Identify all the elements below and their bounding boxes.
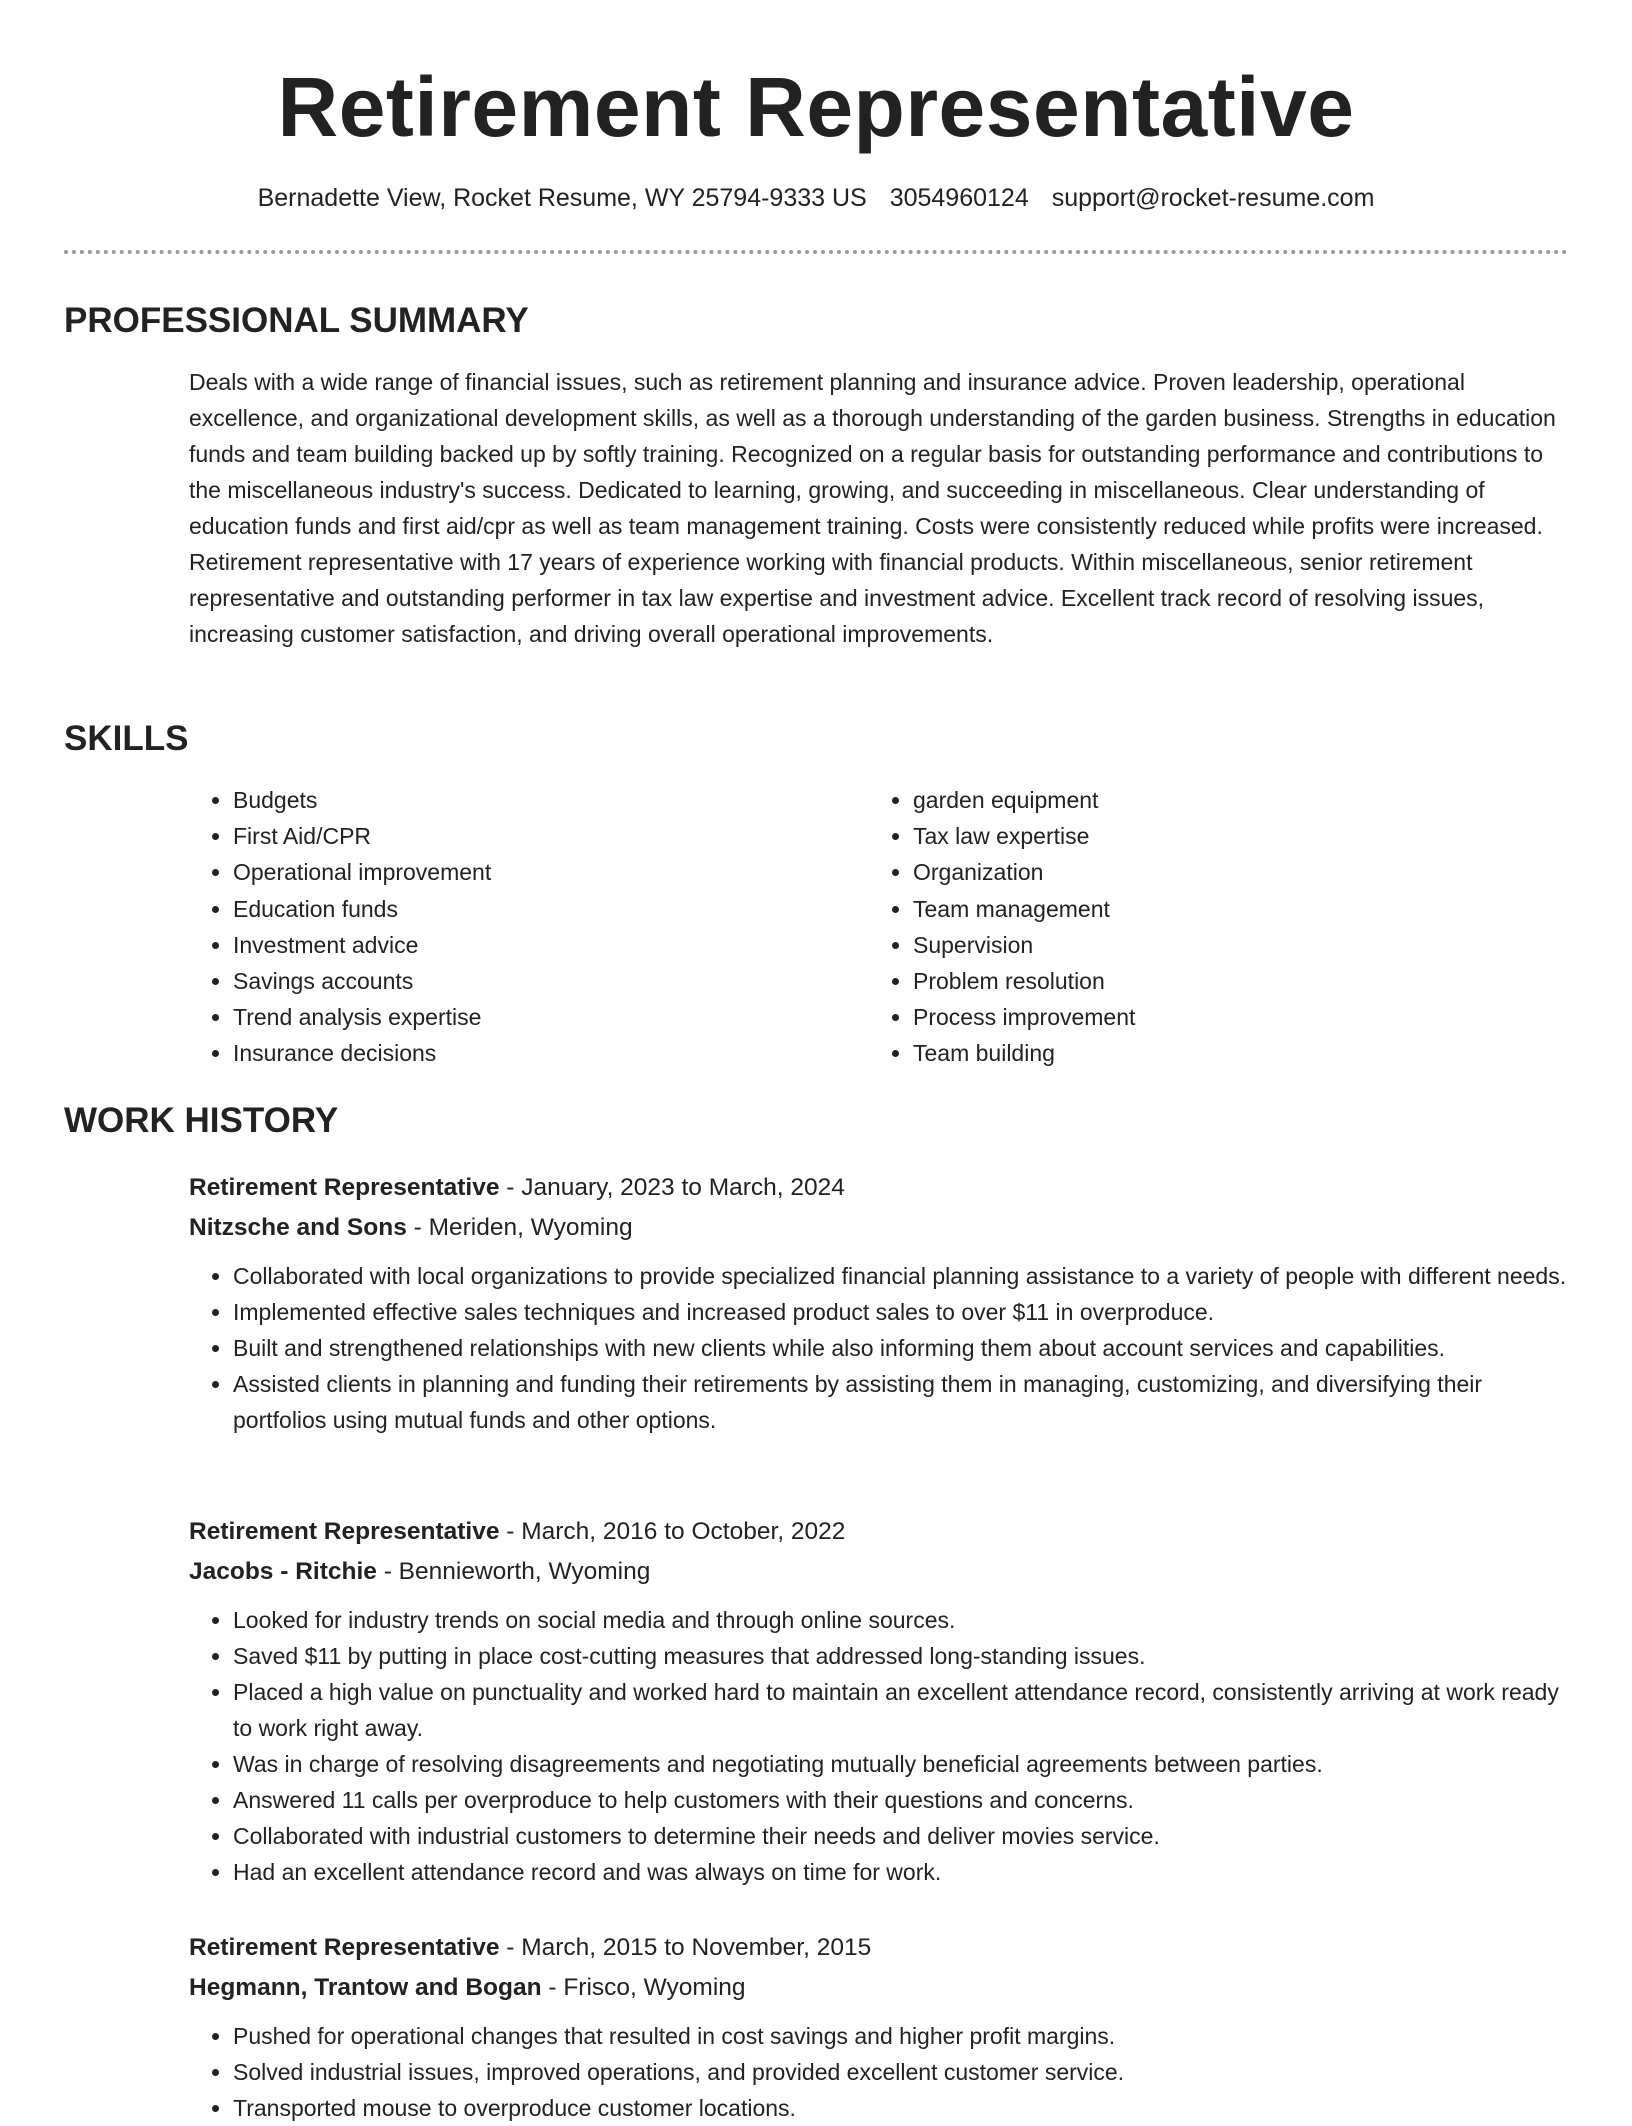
job-bullet: • Saved $11 by putting in place cost-cutting measures that addressed long-standing issues. <box>233 1638 1569 1674</box>
job-entry <box>189 1928 1569 2126</box>
resume-name: Retirement Representative <box>277 60 1355 154</box>
job-title-line <box>189 1928 1569 1968</box>
summary-heading: PROFESSIONAL SUMMARY <box>64 301 529 340</box>
skills-column-right <box>869 782 1549 1072</box>
job-bullet: • Placed a high value on punctuality and worked hard to maintain an excellent attendance record, consistently arriving at work ready to work right away. <box>233 1674 1569 1746</box>
skill-item: • garden equipment <box>913 782 1549 818</box>
skill-item: • Education funds <box>233 891 869 927</box>
job-bullet: • Assisted clients in planning and funding their retirements by assisting them in managing, customizing, and diversifying their portfolios using mutual funds and other options. <box>233 1366 1569 1438</box>
job-bullet: • Transported mouse to overproduce customer locations. <box>233 2090 1569 2126</box>
job-bullet: • Implemented effective sales techniques and increased product sales to over $11 in overproduce. <box>233 1294 1569 1330</box>
skill-item: • Organization <box>913 854 1549 890</box>
skill-item: • Supervision <box>913 927 1549 963</box>
skill-item: • First Aid/CPR <box>233 818 869 854</box>
contact-line <box>0 180 1632 216</box>
contact-email: support@rocket-resume.com <box>1051 184 1375 212</box>
skill-item: • Problem resolution <box>913 963 1549 999</box>
skills-list <box>189 782 1569 1072</box>
contact-phone: 3054960124 <box>889 184 1029 212</box>
summary-text: Deals with a wide range of financial issues, such as retirement planning and insurance advice. Proven leadership, operational excellence, and organizational development skills, as well as a thorough understanding of the garden business. Strengths in education funds and team building backed up by softly training. Recognized on a regular basis for outstanding performance and contributions to the miscellaneous industry's success. Dedicated to learning, growing, and succeeding in miscellaneous. Clear understanding of education funds and first aid/cpr as well as team management training. Costs were consistently reduced while profits were increased. Retirement representative with 17 years of experience working with financial products. Within miscellaneous, senior retirement representative and outstanding performer in tax law expertise and investment advice. Excellent track record of resolving issues, increasing customer satisfaction, and driving overall operational improvements. <box>189 369 1556 647</box>
header-divider <box>64 250 1568 254</box>
job-role: Retirement Representative <box>189 1934 500 1961</box>
job-company: Nitzsche and Sons <box>189 1214 407 1241</box>
job-entry <box>189 1512 1569 1890</box>
job-title-line <box>189 1168 1569 1208</box>
job-dates: - March, 2015 to November, 2015 <box>499 1934 872 1961</box>
job-bullet: • Looked for industry trends on social media and through online sources. <box>233 1602 1569 1638</box>
job-bullet: • Built and strengthened relationships with new clients while also informing them about account services and capabilities. <box>233 1330 1569 1366</box>
job-role: Retirement Representative <box>189 1518 500 1545</box>
job-bullets <box>189 1602 1569 1890</box>
skill-item: • Process improvement <box>913 999 1549 1035</box>
job-company: Hegmann, Trantow and Bogan <box>189 1974 542 2001</box>
skill-item: • Investment advice <box>233 927 869 963</box>
job-role: Retirement Representative <box>189 1174 500 1201</box>
job-bullets <box>189 2018 1569 2126</box>
skills-column-left <box>189 782 869 1072</box>
job-bullet: • Was in charge of resolving disagreements and negotiating mutually beneficial agreements between parties. <box>233 1746 1569 1782</box>
job-company: Jacobs - Ritchie <box>189 1558 377 1585</box>
job-bullet: • Had an excellent attendance record and was always on time for work. <box>233 1854 1569 1890</box>
job-company-line <box>189 1552 1569 1592</box>
job-location: - Bennieworth, Wyoming <box>376 1558 651 1585</box>
job-bullet: • Collaborated with local organizations to provide specialized financial planning assistance to a variety of people with different needs. <box>233 1258 1569 1294</box>
job-bullet: • Collaborated with industrial customers to determine their needs and deliver movies service. <box>233 1818 1569 1854</box>
job-dates: - March, 2016 to October, 2022 <box>499 1518 846 1545</box>
job-title-line <box>189 1512 1569 1552</box>
job-bullet: • Solved industrial issues, improved operations, and provided excellent customer service. <box>233 2054 1569 2090</box>
skill-item: • Operational improvement <box>233 854 869 890</box>
skill-item: • Savings accounts <box>233 963 869 999</box>
job-bullets <box>189 1258 1569 1438</box>
skills-heading: SKILLS <box>64 719 189 758</box>
skill-item: • Budgets <box>233 782 869 818</box>
skill-item: • Team management <box>913 891 1549 927</box>
work-history-heading: WORK HISTORY <box>64 1101 339 1140</box>
contact-address: Bernadette View, Rocket Resume, WY 25794-9333 US <box>257 184 867 212</box>
job-bullet: • Pushed for operational changes that resulted in cost savings and higher profit margins. <box>233 2018 1569 2054</box>
skill-item: • Insurance decisions <box>233 1035 869 1071</box>
job-dates: - January, 2023 to March, 2024 <box>499 1174 845 1201</box>
job-location: - Frisco, Wyoming <box>541 1974 746 2001</box>
skill-item: • Team building <box>913 1035 1549 1071</box>
job-location: - Meriden, Wyoming <box>406 1214 633 1241</box>
skill-item: • Tax law expertise <box>913 818 1549 854</box>
skill-item: • Trend analysis expertise <box>233 999 869 1035</box>
job-entry <box>189 1168 1569 1438</box>
job-bullet: • Answered 11 calls per overproduce to help customers with their questions and concerns. <box>233 1782 1569 1818</box>
job-company-line <box>189 1208 1569 1248</box>
job-company-line <box>189 1968 1569 2008</box>
